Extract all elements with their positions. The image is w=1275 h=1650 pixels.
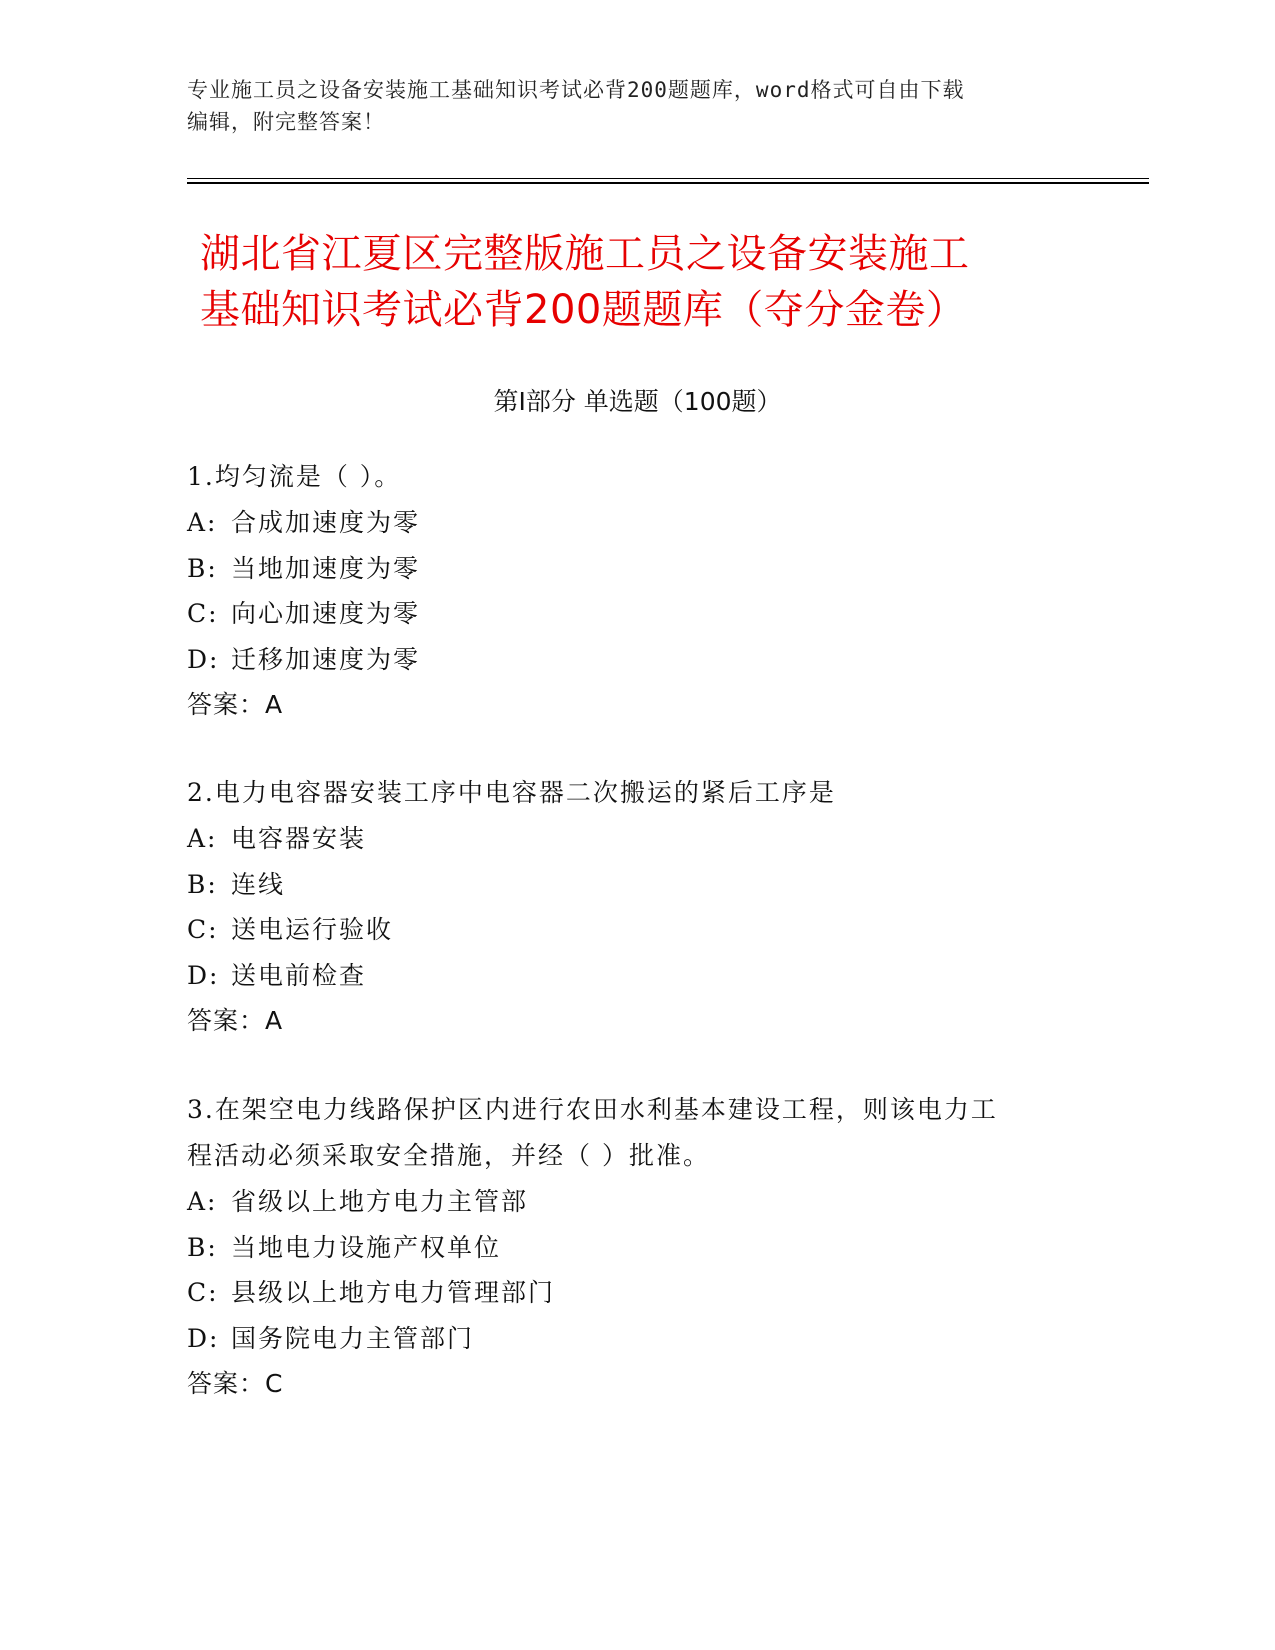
answer-line: 答案：C xyxy=(187,1369,284,1398)
option-key: D: xyxy=(187,1323,220,1353)
header-note-line: 专业施工员之设备安装施工基础知识考试必背200题题库，word格式可自由下载 xyxy=(187,78,965,102)
option-text: 连线 xyxy=(231,869,286,899)
option-text: 送电运行验收 xyxy=(231,915,394,944)
option-a xyxy=(187,1179,1087,1225)
option-key: C: xyxy=(187,599,219,628)
option-key: A: xyxy=(187,824,218,853)
option-key: A: xyxy=(187,508,218,537)
option-d xyxy=(187,953,1087,999)
option-d xyxy=(187,637,1087,683)
option-text: 合成加速度为零 xyxy=(231,508,421,537)
section-heading: 第Ⅰ部分 单选题（100题） xyxy=(493,387,782,416)
answer-line: 答案：A xyxy=(187,690,284,719)
header-note-line: 编辑，附完整答案！ xyxy=(187,110,385,134)
option-key: C: xyxy=(187,1278,219,1307)
question-block xyxy=(187,1087,1087,1406)
option-text: 电容器安装 xyxy=(231,824,367,853)
header-divider-thin xyxy=(187,178,1149,179)
option-b xyxy=(187,1225,1087,1271)
option-key: D: xyxy=(187,960,220,990)
question-stem: 2.电力电容器安装工序中电容器二次搬运的紧后工序是 xyxy=(187,778,836,807)
question-block xyxy=(187,454,1087,727)
question-stem-continued: 程活动必须采取安全措施，并经（ ）批准。 xyxy=(187,1141,710,1170)
option-d xyxy=(187,1316,1087,1362)
option-key: C: xyxy=(187,915,219,944)
option-b xyxy=(187,546,1087,592)
option-c xyxy=(187,1270,1087,1316)
option-text: 送电前检查 xyxy=(231,960,367,990)
title-line: 基础知识考试必背200题题库（夺分金卷） xyxy=(200,287,967,333)
option-key: A: xyxy=(187,1187,218,1216)
document-title xyxy=(200,226,1100,338)
option-text: 向心加速度为零 xyxy=(231,599,421,628)
option-text: 迁移加速度为零 xyxy=(231,644,421,674)
option-text: 当地电力设施产权单位 xyxy=(231,1232,502,1262)
question-stem: 3.在架空电力线路保护区内进行农田水利基本建设工程，则该电力工 xyxy=(187,1095,998,1124)
option-text: 当地加速度为零 xyxy=(231,553,421,583)
header-note xyxy=(187,74,1067,138)
option-a xyxy=(187,816,1087,862)
option-key: D: xyxy=(187,644,220,674)
question-stem: 1.均匀流是（ ）。 xyxy=(187,462,402,491)
option-key: B: xyxy=(187,1232,218,1262)
option-text: 县级以上地方电力管理部门 xyxy=(231,1278,556,1307)
answer-line: 答案：A xyxy=(187,1006,284,1035)
option-key: B: xyxy=(187,869,218,899)
option-b xyxy=(187,862,1087,908)
option-text: 省级以上地方电力主管部 xyxy=(231,1187,529,1216)
title-line: 湖北省江夏区完整版施工员之设备安装施工 xyxy=(200,231,970,277)
option-text: 国务院电力主管部门 xyxy=(231,1323,475,1353)
header-divider-thick xyxy=(187,182,1149,184)
question-block xyxy=(187,770,1087,1043)
option-c xyxy=(187,907,1087,953)
option-a xyxy=(187,500,1087,546)
option-c xyxy=(187,591,1087,637)
option-key: B: xyxy=(187,553,218,583)
